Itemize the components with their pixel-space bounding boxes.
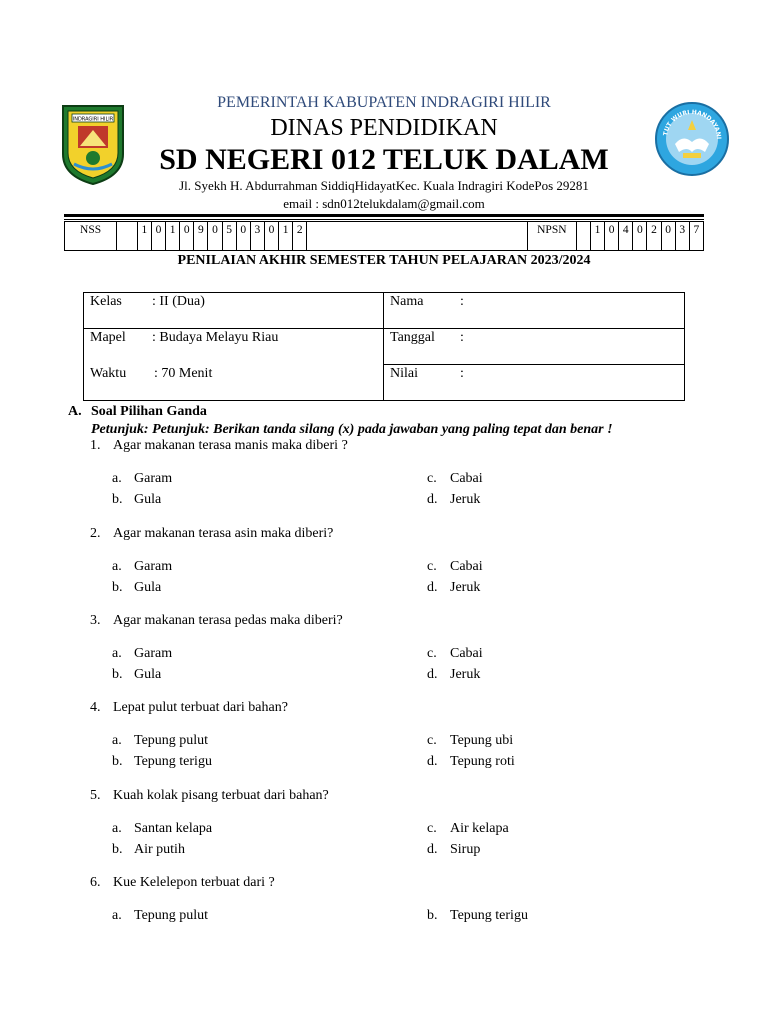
option-letter: b. [112,580,123,595]
answer-option-b[interactable]: Gula [134,492,162,507]
school-codes-table [64,221,704,251]
mapel-label: Mapel [90,330,126,345]
option-letter: d. [427,754,438,769]
nss-digit: 1 [137,222,151,251]
npsn-digit: 1 [590,222,604,251]
answer-option-a[interactable]: Santan kelapa [134,821,213,836]
school-address: Jl. Syekh H. Abdurrahman SiddiqHidayatKec. Kuala Indragiri KodePos 29281 [179,178,589,193]
answer-option-d[interactable]: Tepung roti [450,754,515,769]
question-number: 5. [90,788,101,803]
option-letter: b. [112,667,123,682]
emblem-text: INDRAGIRI HILIR [72,116,114,123]
option-letter: a. [112,733,122,748]
tanggal-label: Tanggal [390,330,435,345]
answer-option-b[interactable]: Tepung terigu [450,908,528,923]
question-text: Agar makanan terasa asin maka diberi? [113,526,334,541]
option-letter: c. [427,821,437,836]
question-number: 1. [90,438,101,453]
option-letter: a. [112,908,122,923]
nss-digit: 3 [250,222,264,251]
answer-option-c[interactable]: Tepung ubi [450,733,514,748]
option-letter: d. [427,492,438,507]
option-letter: a. [112,821,122,836]
npsn-digit: 3 [675,222,689,251]
option-letter: b. [112,754,123,769]
nilai-field[interactable]: : [460,366,464,381]
nss-digit: 0 [180,222,194,251]
option-letter: a. [112,471,122,486]
waktu-value: : 70 Menit [154,365,213,381]
npsn-digit: 0 [633,222,647,251]
option-letter: c. [427,646,437,661]
waktu-label: Waktu [90,365,127,381]
npsn-digit: 0 [605,222,619,251]
nama-field[interactable]: : [460,294,464,309]
nss-digit: 1 [166,222,180,251]
government-name: PEMERINTAH KABUPATEN INDRAGIRI HILIR [217,94,551,111]
nss-label: NSS [65,222,117,251]
question-text: Agar makanan terasa pedas maka diberi? [113,613,343,628]
answer-option-b[interactable]: Gula [134,580,162,595]
nss-digit: 2 [293,222,307,251]
answer-option-b[interactable]: Air putih [134,842,185,857]
option-letter: d. [427,667,438,682]
question-number: 4. [90,700,101,715]
option-letter: a. [112,646,122,661]
option-letter: c. [427,733,437,748]
nss-digit: 1 [279,222,293,251]
section-instruction: Petunjuk: Petunjuk: Berikan tanda silang (x) pada jawaban yang paling tepat dan benar ! [91,422,613,437]
option-letter: d. [427,580,438,595]
nss-digit: 0 [208,222,222,251]
nama-label: Nama [390,294,424,309]
answer-option-d[interactable]: Sirup [450,842,481,857]
tanggal-field[interactable]: : [460,330,464,345]
nilai-label: Nilai [390,366,418,381]
section-letter: A. [68,404,82,419]
question-number: 6. [90,875,101,890]
nss-digit: 5 [222,222,236,251]
question-number: 2. [90,526,101,541]
school-name: SD NEGERI 012 TELUK DALAM [159,143,609,176]
nss-digit: 0 [264,222,278,251]
npsn-digit: 2 [647,222,661,251]
nss-digit: 0 [151,222,165,251]
answer-option-a[interactable]: Garam [134,646,173,661]
answer-option-b[interactable]: Tepung terigu [134,754,212,769]
answer-option-b[interactable]: Gula [134,667,162,682]
exam-title: PENILAIAN AKHIR SEMESTER TAHUN PELAJARAN 2023/2024 [177,253,591,268]
answer-option-c[interactable]: Cabai [450,471,483,486]
mapel-value: : Budaya Melayu Riau [152,330,279,345]
option-letter: a. [112,559,122,574]
section-title: Soal Pilihan Ganda [91,404,207,419]
school-email: email : sdn012telukdalam@gmail.com [283,196,485,211]
npsn-label: NPSN [527,222,576,251]
answer-option-d[interactable]: Jeruk [450,667,481,682]
option-letter: d. [427,842,438,857]
answer-option-c[interactable]: Air kelapa [450,821,509,836]
question-text: Kuah kolak pisang terbuat dari bahan? [113,788,329,803]
nss-digit: 9 [194,222,208,251]
option-letter: c. [427,559,437,574]
kelas-value: : II (Dua) [152,294,205,309]
question-text: Lepat pulut terbuat dari bahan? [113,700,288,715]
answer-option-a[interactable]: Garam [134,559,173,574]
kelas-label: Kelas [90,294,122,309]
answer-option-d[interactable]: Jeruk [450,580,481,595]
question-text: Agar makanan terasa manis maka diberi ? [113,438,348,453]
question-text: Kue Kelelepon terbuat dari ? [113,875,275,890]
header-rule-thin [64,219,704,220]
agency-name: DINAS PENDIDIKAN [270,115,498,141]
option-letter: b. [427,908,438,923]
answer-option-c[interactable]: Cabai [450,559,483,574]
header-rule-thick [64,214,704,217]
npsn-digit: 4 [619,222,633,251]
option-letter: b. [112,492,123,507]
answer-option-a[interactable]: Garam [134,471,173,486]
logo-motto-text: TUT WURI HANDAYANI [662,108,723,140]
answer-option-c[interactable]: Cabai [450,646,483,661]
answer-option-a[interactable]: Tepung pulut [134,733,209,748]
npsn-digit: 0 [661,222,675,251]
student-info-table [83,292,685,401]
option-letter: b. [112,842,123,857]
question-number: 3. [90,613,101,628]
npsn-digit: 7 [689,222,703,251]
answer-option-a[interactable]: Tepung pulut [134,908,209,923]
tut-wuri-handayani-logo [653,100,731,178]
nss-digit: 0 [236,222,250,251]
option-letter: c. [427,471,437,486]
answer-option-d[interactable]: Jeruk [450,492,481,507]
